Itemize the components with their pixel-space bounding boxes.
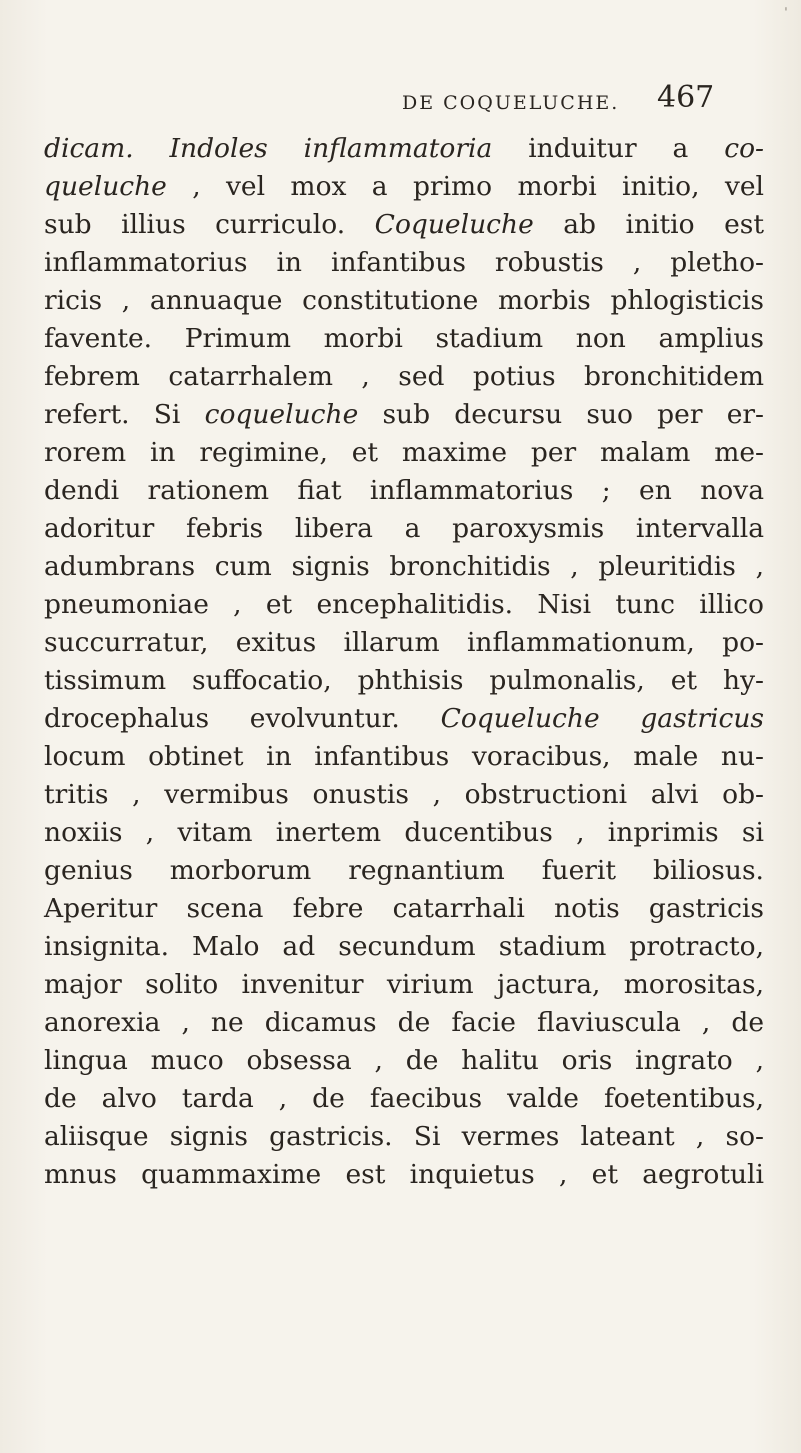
text-line xyxy=(44,890,764,928)
italic-text: co- xyxy=(724,133,764,164)
italic-text: dicam. Indoles inflammatoria xyxy=(44,133,493,164)
text-line xyxy=(44,700,764,738)
text-line xyxy=(44,1042,764,1080)
text-line xyxy=(44,244,764,282)
text-segment: pneumoniae , et encephalitidis. Nisi tunc illico xyxy=(44,589,764,620)
page-header xyxy=(0,80,801,126)
body-text xyxy=(44,130,764,1194)
text-segment: genius morborum regnantium fuerit biliosus. xyxy=(44,855,764,886)
text-line xyxy=(44,206,764,244)
text-segment: tissimum suffocatio, phthisis pulmonalis, et hy- xyxy=(44,665,764,696)
text-segment: dendi rationem fiat inflammatorius ; en nova xyxy=(44,475,764,506)
page-number: 467 xyxy=(657,80,715,115)
text-line xyxy=(44,966,764,1004)
text-segment: rorem in regimine, et maxime per malam me- xyxy=(44,437,764,468)
text-segment: ab initio est xyxy=(533,209,764,240)
text-segment: major solito invenitur virium jactura, morositas, xyxy=(44,969,764,1000)
text-segment: ricis , annuaque constitutione morbis phlogisticis xyxy=(44,285,764,316)
text-line xyxy=(44,928,764,966)
text-line xyxy=(44,814,764,852)
text-line xyxy=(44,662,764,700)
text-line xyxy=(44,358,764,396)
text-segment: de alvo tarda , de faecibus valde foetentibus, xyxy=(44,1083,764,1114)
text-segment: lingua muco obsessa , de halitu oris ingrato , xyxy=(44,1045,764,1076)
text-segment: locum obtinet in infantibus voracibus, male nu- xyxy=(44,741,764,772)
text-segment: induitur a xyxy=(492,133,725,164)
text-segment: favente. Primum morbi stadium non amplius xyxy=(44,323,764,354)
text-line xyxy=(44,776,764,814)
text-segment: drocephalus evolvuntur. xyxy=(44,703,441,734)
text-line xyxy=(44,1118,764,1156)
text-line xyxy=(44,1004,764,1042)
text-line xyxy=(44,472,764,510)
text-line xyxy=(44,586,764,624)
text-segment: refert. Si xyxy=(44,399,205,430)
text-line xyxy=(44,320,764,358)
text-segment: tritis , vermibus onustis , obstructioni alvi ob- xyxy=(44,779,764,810)
margin-mark: ˈ xyxy=(784,6,788,22)
italic-text: Coqueluche xyxy=(374,209,534,240)
text-segment: succurratur, exitus illarum inflammationum, po- xyxy=(44,627,764,658)
text-line xyxy=(44,434,764,472)
text-segment: aliisque signis gastricis. Si vermes lateant , so- xyxy=(44,1121,764,1152)
text-segment: sub illius curriculo. xyxy=(44,209,375,240)
text-line xyxy=(44,624,764,662)
italic-text: Coqueluche gastricus xyxy=(440,703,764,734)
text-segment: , vel mox a primo morbi initio, vel xyxy=(166,171,764,202)
text-segment: mnus quammaxime est inquietus , et aegrotuli xyxy=(44,1159,764,1190)
running-head: DE COQUELUCHE. xyxy=(402,92,620,114)
text-line xyxy=(44,168,764,206)
text-line xyxy=(44,130,764,168)
text-line xyxy=(44,1156,764,1194)
text-segment: anorexia , ne dicamus de facie flaviuscula , de xyxy=(44,1007,764,1038)
text-segment: insignita. Malo ad secundum stadium protracto, xyxy=(44,931,764,962)
text-line xyxy=(44,510,764,548)
text-segment: sub decursu suo per er- xyxy=(358,399,764,430)
text-segment: inflammatorius in infantibus robustis , pletho- xyxy=(44,247,764,278)
italic-text: coqueluche xyxy=(204,399,359,430)
text-line xyxy=(44,548,764,586)
text-line xyxy=(44,396,764,434)
text-line xyxy=(44,282,764,320)
italic-text: queluche xyxy=(44,171,167,202)
text-line xyxy=(44,1080,764,1118)
text-segment: noxiis , vitam inertem ducentibus , inprimis si xyxy=(44,817,764,848)
text-segment: febrem catarrhalem , sed potius bronchitidem xyxy=(44,361,764,392)
text-line xyxy=(44,852,764,890)
text-line xyxy=(44,738,764,776)
text-segment: Aperitur scena febre catarrhali notis gastricis xyxy=(44,893,764,924)
text-segment: adumbrans cum signis bronchitidis , pleuritidis , xyxy=(44,551,764,582)
text-segment: adoritur febris libera a paroxysmis intervalla xyxy=(44,513,764,544)
